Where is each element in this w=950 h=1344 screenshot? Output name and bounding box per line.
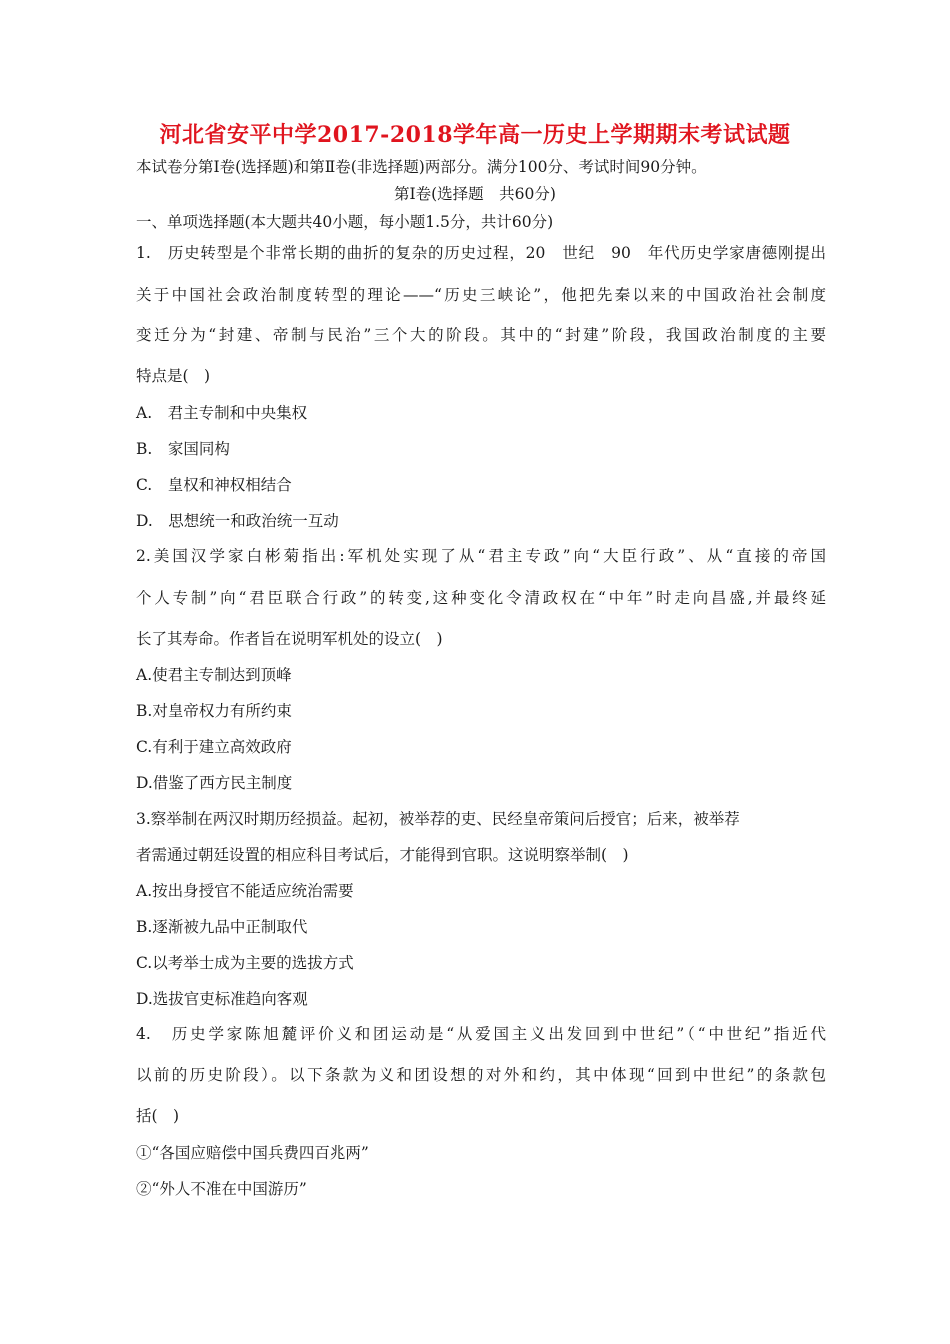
question-2-line-1: 2.美国汉学家白彬菊指出:军机处实现了从“君主专政”向“大臣行政”、从“直接的帝国 xyxy=(136,547,826,565)
question-1-option-b: B. 家国同构 xyxy=(136,440,230,458)
question-1-line-2: 关于中国社会政治制度转型的理论——“历史三峡论”，他把先秦以来的中国政治社会制度 xyxy=(136,286,826,304)
question-4-line-2: 以前的历史阶段）。以下条款为义和团设想的对外和约，其中体现“回到中世纪”的条款包 xyxy=(136,1066,826,1084)
question-2-line-2: 个人专制”向“君臣联合行政”的转变,这种变化令清政权在“中年”时走向昌盛,并最终延 xyxy=(136,589,826,607)
question-3-option-b: B.逐渐被九品中正制取代 xyxy=(136,918,308,936)
question-1-option-d: D. 思想统一和政治统一互动 xyxy=(136,512,339,530)
section-heading: 第Ⅰ卷(选择题 共60分) xyxy=(394,185,556,203)
question-1-line-1: 1. 历史转型是个非常长期的曲折的复杂的历史过程，20 世纪 90 年代历史学家唐德刚提出 xyxy=(136,244,826,262)
question-4-item-2: ②“外人不准在中国游历” xyxy=(136,1180,307,1198)
question-1-line-3: 变迁分为“封建、帝制与民治”三个大的阶段。其中的“封建”阶段，我国政治制度的主要 xyxy=(136,326,826,344)
question-3-line-2: 者需通过朝廷设置的相应科目考试后，才能得到官职。这说明察举制( ) xyxy=(136,846,629,864)
question-4-line-1: 4. 历史学家陈旭麓评价义和团运动是“从爱国主义出发回到中世纪”（“中世纪”指近代 xyxy=(136,1025,826,1043)
question-3-option-a: A.按出身授官不能适应统治需要 xyxy=(136,882,354,900)
question-4-item-1: ①“各国应赔偿中国兵费四百兆两” xyxy=(136,1144,369,1162)
part-heading: 一、单项选择题(本大题共40小题，每小题1.5分，共计60分) xyxy=(136,213,554,231)
question-2-option-d: D.借鉴了西方民主制度 xyxy=(136,774,293,792)
document-title: 河北省安平中学2017-2018学年高一历史上学期期末考试试题 xyxy=(159,122,791,148)
question-3-line-1: 3.察举制在两汉时期历经损益。起初，被举荐的吏、民经皇帝策问后授官；后来，被举荐 xyxy=(136,810,740,828)
question-3-option-d: D.选拔官吏标准趋向客观 xyxy=(136,990,308,1008)
question-2-line-3: 长了其寿命。作者旨在说明军机处的设立( ) xyxy=(136,630,443,648)
exam-intro: 本试卷分第Ⅰ卷(选择题)和第Ⅱ卷(非选择题)两部分。满分100分、考试时间90分钟。 xyxy=(136,158,707,176)
question-2-option-c: C.有利于建立高效政府 xyxy=(136,738,292,756)
question-2-option-b: B.对皇帝权力有所约束 xyxy=(136,702,292,720)
question-3-option-c: C.以考举士成为主要的选拔方式 xyxy=(136,954,354,972)
question-1-line-4: 特点是( ) xyxy=(136,367,211,385)
question-4-line-3: 括( ) xyxy=(136,1107,180,1125)
question-1-option-c: C. 皇权和神权相结合 xyxy=(136,476,292,494)
question-2-option-a: A.使君主专制达到顶峰 xyxy=(136,666,292,684)
question-1-option-a: A. 君主专制和中央集权 xyxy=(136,404,308,422)
